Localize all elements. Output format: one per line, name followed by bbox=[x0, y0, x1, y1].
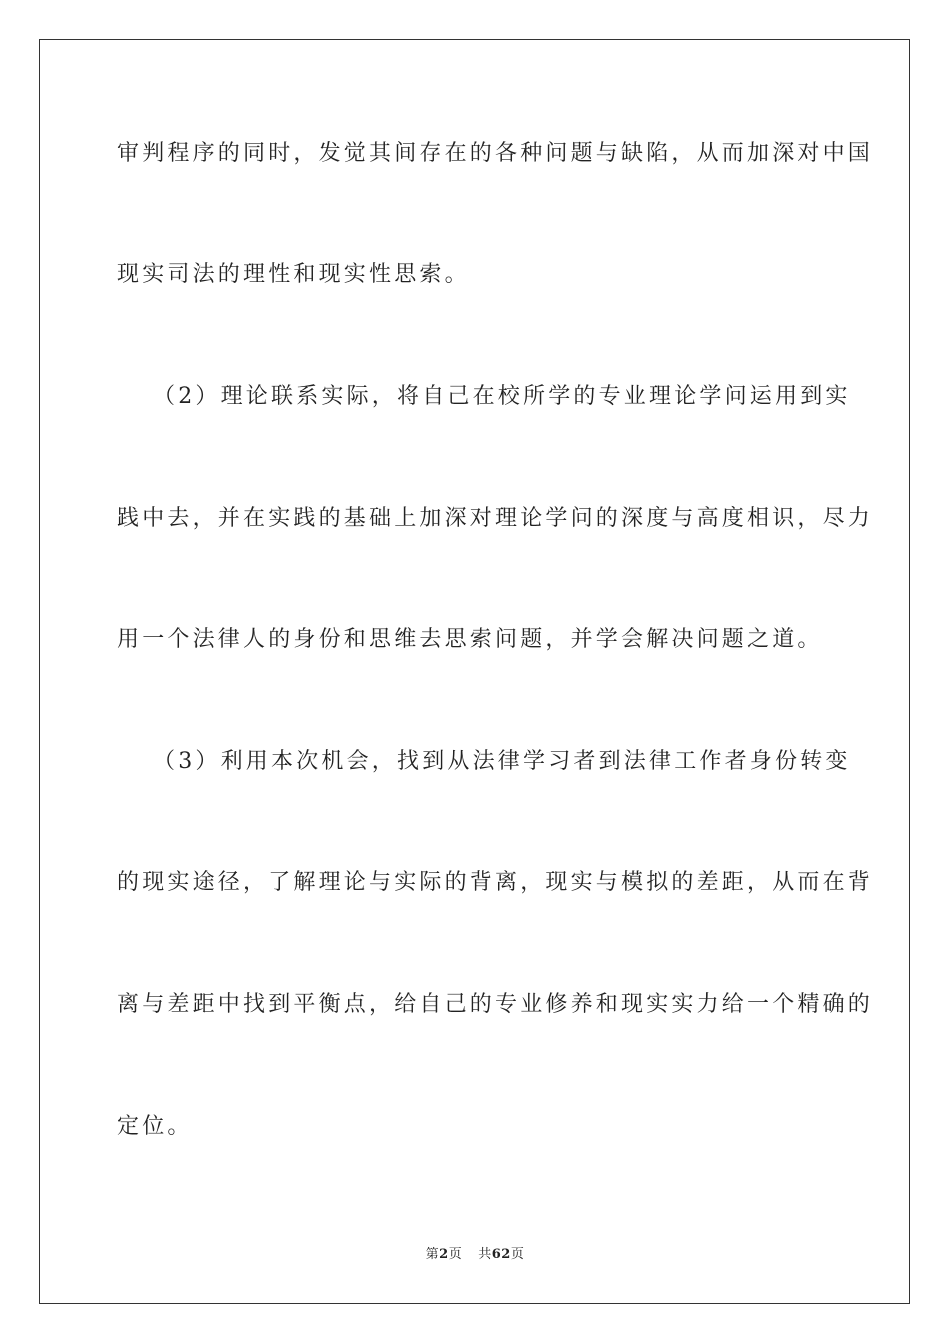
page-prefix: 第 bbox=[425, 1247, 440, 1262]
page-number: 2 bbox=[439, 1247, 449, 1262]
total-suffix: 页 bbox=[510, 1247, 525, 1262]
body-text-line-7: 的现实途径，了解理论与实际的背离，现实与模拟的差距，从而在背 bbox=[117, 870, 874, 895]
body-text-line-5: 用一个法律人的身份和思维去思索问题，并学会解决问题之道。 bbox=[117, 627, 823, 652]
page-footer bbox=[0, 1246, 950, 1264]
body-text-line-6: （3）利用本次机会，找到从法律学习者到法律工作者身份转变 bbox=[153, 749, 851, 774]
body-text-line-9: 定位。 bbox=[117, 1114, 193, 1139]
body-text-line-8: 离与差距中找到平衡点，给自己的专业修养和现实实力给一个精确的 bbox=[117, 992, 874, 1017]
body-text-line-2: 现实司法的理性和现实性思索。 bbox=[117, 262, 470, 287]
total-prefix: 共 bbox=[478, 1247, 492, 1262]
total-pages: 62 bbox=[491, 1247, 511, 1262]
page-suffix: 页 bbox=[448, 1247, 463, 1262]
body-text-line-4: 践中去，并在实践的基础上加深对理论学问的深度与高度相识，尽力 bbox=[117, 506, 874, 531]
body-text-line-1: 审判程序的同时，发觉其间存在的各种问题与缺陷，从而加深对中国 bbox=[117, 141, 874, 166]
body-text-line-3: （2）理论联系实际，将自己在校所学的专业理论学问运用到实 bbox=[153, 384, 851, 409]
